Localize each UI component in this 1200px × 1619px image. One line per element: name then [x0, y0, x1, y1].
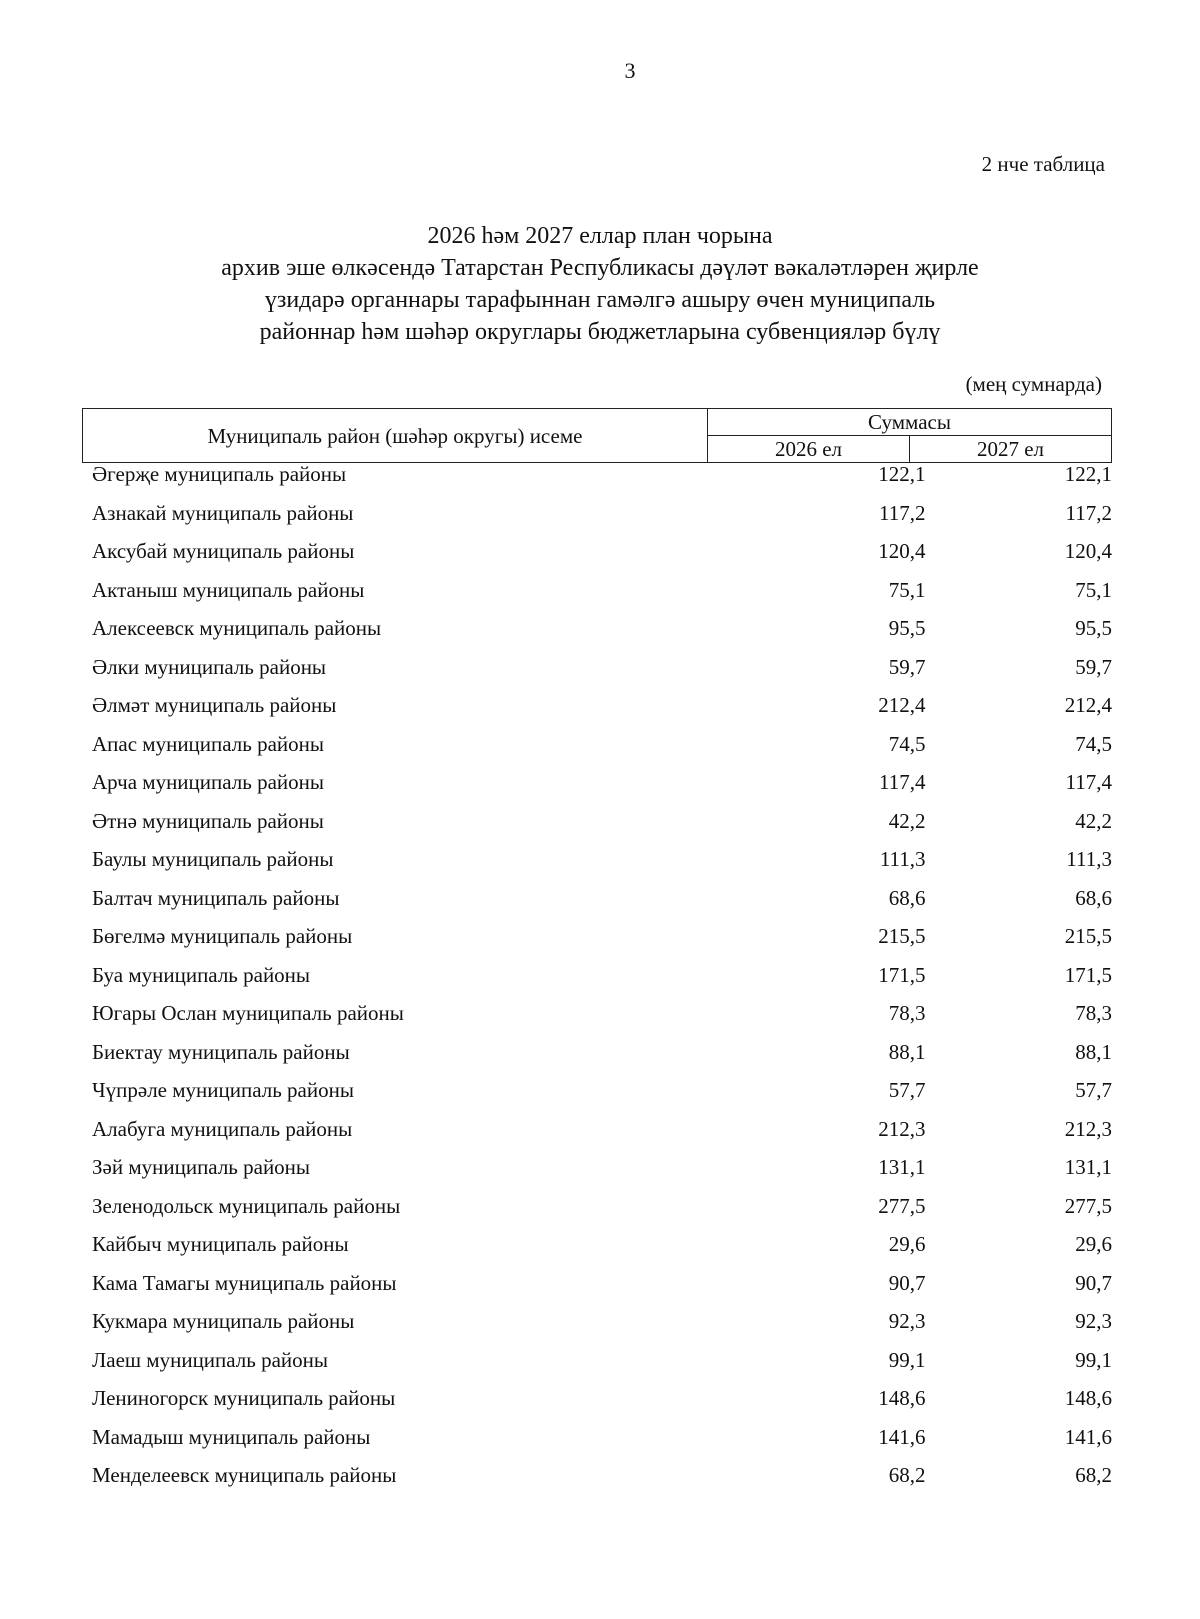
row-name: Кукмара муниципаль районы — [92, 1309, 355, 1333]
table-row — [82, 963, 1112, 1002]
row-name: Лениногорск муниципаль районы — [92, 1386, 396, 1410]
table-row — [82, 732, 1112, 771]
row-value-2027: 212,3 — [1064, 1116, 1112, 1141]
row-value-2026: 120,4 — [878, 539, 926, 563]
table-header — [82, 408, 1112, 463]
row-name: Мамадыш муниципаль районы — [92, 1424, 371, 1449]
row-value-2027: 90,7 — [1075, 1270, 1112, 1295]
table-row — [82, 655, 1112, 694]
row-value-2026: 78,3 — [888, 1001, 926, 1025]
row-value-2026: 59,7 — [888, 654, 926, 679]
row-value-2027: 117,4 — [1065, 770, 1112, 794]
row-value-2026: 277,5 — [878, 1193, 926, 1218]
row-value-2026: 92,3 — [888, 1309, 926, 1333]
row-value-2026: 90,7 — [888, 1270, 926, 1295]
row-value-2026: 131,1 — [878, 1155, 926, 1179]
row-name: Югары Ослан муниципаль районы — [92, 1001, 404, 1025]
row-value-2027: 122,1 — [1064, 462, 1112, 486]
row-name: Менделеевск муниципаль районы — [92, 1463, 397, 1487]
title-line: 2026 һәм 2027 еллар план чорына — [427, 223, 773, 249]
page-number: 3 — [624, 58, 636, 83]
row-value-2027: 75,1 — [1075, 577, 1112, 602]
table-row — [82, 1386, 1112, 1425]
header-year-2027: 2027 ел — [910, 436, 1112, 463]
row-value-2027: 68,2 — [1075, 1463, 1112, 1487]
table-row — [82, 539, 1112, 578]
table-row — [82, 462, 1112, 501]
row-name: Актаныш муниципаль районы — [92, 577, 365, 602]
row-value-2027: 277,5 — [1064, 1193, 1112, 1218]
row-value-2027: 141,6 — [1064, 1424, 1112, 1449]
units-note: (мең сумнарда) — [965, 372, 1102, 396]
row-value-2027: 171,5 — [1064, 962, 1112, 987]
row-value-2026: 99,1 — [888, 1347, 926, 1372]
table-label: 2 нче таблица — [981, 152, 1105, 176]
row-value-2027: 92,3 — [1075, 1309, 1112, 1333]
table-row — [82, 770, 1112, 809]
title-line: архив эше өлкәсендә Татарстан Республикасы дәүләт вәкаләтләрен җирле — [221, 255, 979, 281]
table-row — [82, 1155, 1112, 1194]
row-value-2027: 99,1 — [1075, 1347, 1112, 1372]
row-value-2026: 42,2 — [888, 808, 926, 833]
row-value-2026: 141,6 — [878, 1424, 926, 1449]
document-title — [80, 220, 1120, 348]
table-row — [82, 1078, 1112, 1117]
row-value-2026: 111,3 — [879, 847, 926, 871]
table-body — [82, 462, 1112, 1502]
table-row — [82, 1348, 1112, 1387]
row-name: Әлмәт муниципаль районы — [92, 693, 337, 717]
table-row — [82, 847, 1112, 886]
row-value-2026: 212,4 — [878, 693, 926, 717]
row-value-2027: 57,7 — [1075, 1078, 1112, 1102]
row-name: Зеленодольск муниципаль районы — [92, 1193, 401, 1218]
row-value-2027: 59,7 — [1075, 654, 1112, 679]
row-value-2027: 74,5 — [1075, 731, 1112, 756]
table-row — [82, 1001, 1112, 1040]
row-value-2026: 75,1 — [888, 577, 926, 602]
table-row — [82, 616, 1112, 655]
table-row — [82, 886, 1112, 925]
row-name: Балтач муниципаль районы — [92, 885, 340, 910]
row-value-2026: 215,5 — [878, 924, 926, 948]
row-value-2026: 212,3 — [878, 1116, 926, 1141]
row-value-2026: 29,6 — [888, 1232, 926, 1256]
row-name: Чүпрәле муниципаль районы — [92, 1078, 354, 1102]
table-row — [82, 1463, 1112, 1502]
row-name: Азнакай муниципаль районы — [92, 500, 354, 525]
row-name: Биектау муниципаль районы — [92, 1039, 350, 1064]
row-value-2026: 117,4 — [879, 770, 926, 794]
row-name: Апас муниципаль районы — [92, 731, 324, 756]
row-name: Әгерҗе муниципаль районы — [92, 462, 347, 486]
row-name: Алабуга муниципаль районы — [92, 1116, 353, 1141]
table-row — [82, 924, 1112, 963]
table-row — [82, 1117, 1112, 1156]
row-name: Бөгелмә муниципаль районы — [92, 924, 353, 948]
title-line: үзидарә органнары тарафыннан гамәлгә ашыру өчен муниципаль — [264, 287, 936, 313]
row-value-2027: 212,4 — [1064, 693, 1112, 717]
row-value-2027: 117,2 — [1065, 500, 1112, 525]
row-value-2027: 68,6 — [1075, 885, 1112, 910]
row-name: Буа муниципаль районы — [92, 962, 311, 987]
row-name: Әлки муниципаль районы — [92, 654, 327, 679]
row-value-2027: 88,1 — [1075, 1039, 1112, 1064]
row-value-2027: 29,6 — [1075, 1232, 1112, 1256]
row-value-2027: 78,3 — [1075, 1001, 1112, 1025]
row-value-2026: 171,5 — [878, 962, 926, 987]
header-year-2026: 2026 ел — [708, 436, 910, 463]
row-name: Аксубай муниципаль районы — [92, 539, 355, 563]
row-value-2026: 148,6 — [878, 1386, 926, 1410]
row-value-2026: 117,2 — [879, 500, 926, 525]
table-row — [82, 1194, 1112, 1233]
row-name: Зәй муниципаль районы — [92, 1155, 311, 1179]
header-sum-col: Суммасы — [708, 409, 1112, 436]
row-name: Әтнә муниципаль районы — [92, 808, 324, 833]
row-value-2027: 120,4 — [1064, 539, 1112, 563]
table-row — [82, 578, 1112, 617]
table-row — [82, 1232, 1112, 1271]
table-row — [82, 1040, 1112, 1079]
row-name: Арча муниципаль районы — [92, 770, 324, 794]
row-value-2027: 95,5 — [1075, 616, 1112, 640]
table-row — [82, 1271, 1112, 1310]
row-name: Баулы муниципаль районы — [92, 847, 334, 871]
row-name: Лаеш муниципаль районы — [92, 1347, 329, 1372]
row-value-2026: 95,5 — [888, 616, 926, 640]
row-value-2026: 68,2 — [888, 1463, 926, 1487]
row-value-2026: 74,5 — [888, 731, 926, 756]
row-name: Кама Тамагы муниципаль районы — [92, 1270, 397, 1295]
table-row — [82, 1309, 1112, 1348]
row-name: Алексеевск муниципаль районы — [92, 616, 382, 640]
table-row — [82, 501, 1112, 540]
table-row — [82, 693, 1112, 732]
row-value-2026: 122,1 — [878, 462, 926, 486]
row-value-2026: 57,7 — [888, 1078, 926, 1102]
row-value-2026: 68,6 — [888, 885, 926, 910]
row-value-2026: 88,1 — [888, 1039, 926, 1064]
row-value-2027: 111,3 — [1066, 847, 1112, 871]
row-name: Кайбыч муниципаль районы — [92, 1232, 349, 1256]
table-row — [82, 1425, 1112, 1464]
row-value-2027: 42,2 — [1075, 808, 1112, 833]
row-value-2027: 148,6 — [1064, 1386, 1112, 1410]
title-line: районнар һәм шәһәр округлары бюджетларына субвенцияләр бүлү — [259, 319, 941, 345]
table-row — [82, 809, 1112, 848]
row-value-2027: 215,5 — [1064, 924, 1112, 948]
row-value-2027: 131,1 — [1064, 1155, 1112, 1179]
header-name-col: Муниципаль район (шәһәр округы) исеме — [83, 409, 708, 463]
